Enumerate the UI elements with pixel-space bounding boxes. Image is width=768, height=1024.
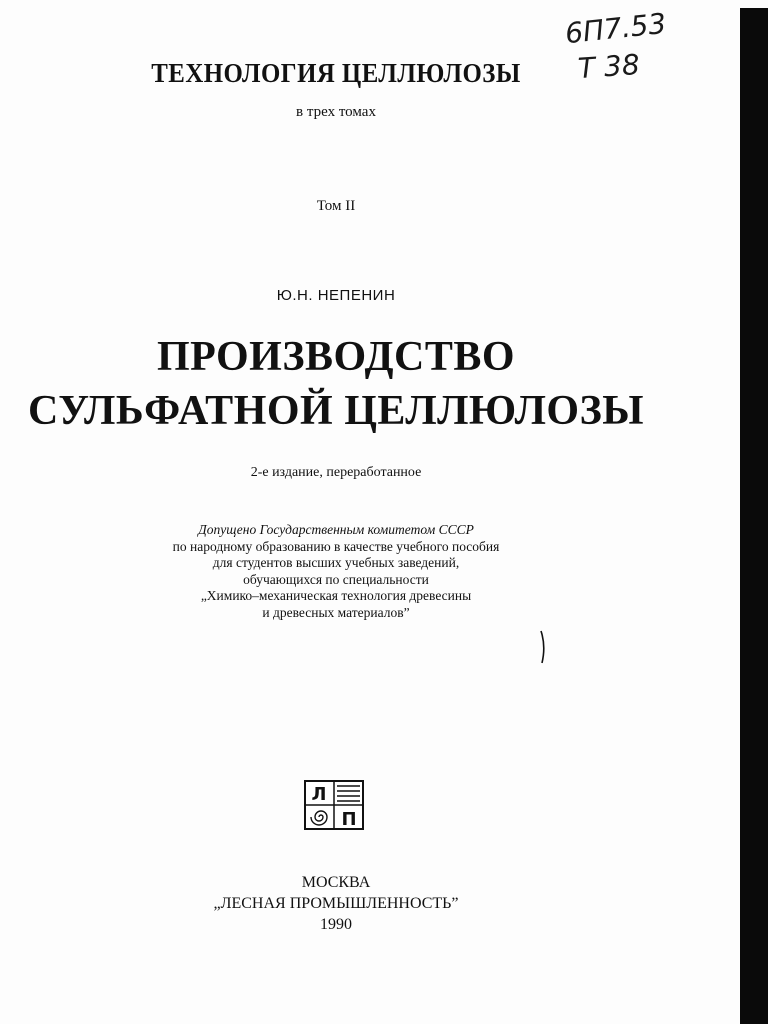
book-title-line-2: СУЛЬФАТНОЙ ЦЕЛЛЮЛОЗЫ (27, 388, 644, 434)
book-title-line-1: ПРОИЗВОДСТВО (156, 334, 516, 380)
handwritten-library-code: 6П7.53 (563, 6, 668, 51)
approval-line: обучающихся по специальности (243, 571, 429, 587)
logo-letter-bottom: П (341, 809, 357, 830)
imprint (0, 872, 672, 935)
series-title: ТЕХНОЛОГИЯ ЦЕЛЛЮЛОЗЫ (151, 58, 521, 88)
approval-line: Допущено Государственным комитетом СССР (198, 522, 474, 537)
author-name: Ю.Н. НЕПЕНИН (276, 287, 396, 304)
logo-letter-top: Л (311, 784, 327, 805)
scan-edge-shadow (740, 8, 768, 1024)
publisher-logo (304, 780, 364, 830)
approval-line: по народному образованию в качестве учебного пособия (172, 538, 500, 554)
imprint-city: МОСКВА (301, 874, 371, 891)
imprint-year: 1990 (320, 916, 352, 933)
series-subtitle: в трех томах (296, 104, 376, 120)
approval-line: „Химико–механическая технология древесины (200, 588, 472, 603)
imprint-publisher: „ЛЕСНАЯ ПРОМЫШЛЕННОСТЬ” (213, 895, 459, 912)
book-title (0, 330, 672, 438)
volume-number: Том II (316, 198, 356, 214)
pen-mark (538, 630, 548, 664)
approval-line: для студентов высших учебных заведений, (212, 555, 460, 570)
handwritten-author-mark: Т 38 (576, 47, 641, 86)
approval-statement (0, 522, 672, 621)
edition-note: 2-е издание, переработанное (250, 465, 422, 480)
approval-line: и древесных материалов” (262, 604, 410, 620)
